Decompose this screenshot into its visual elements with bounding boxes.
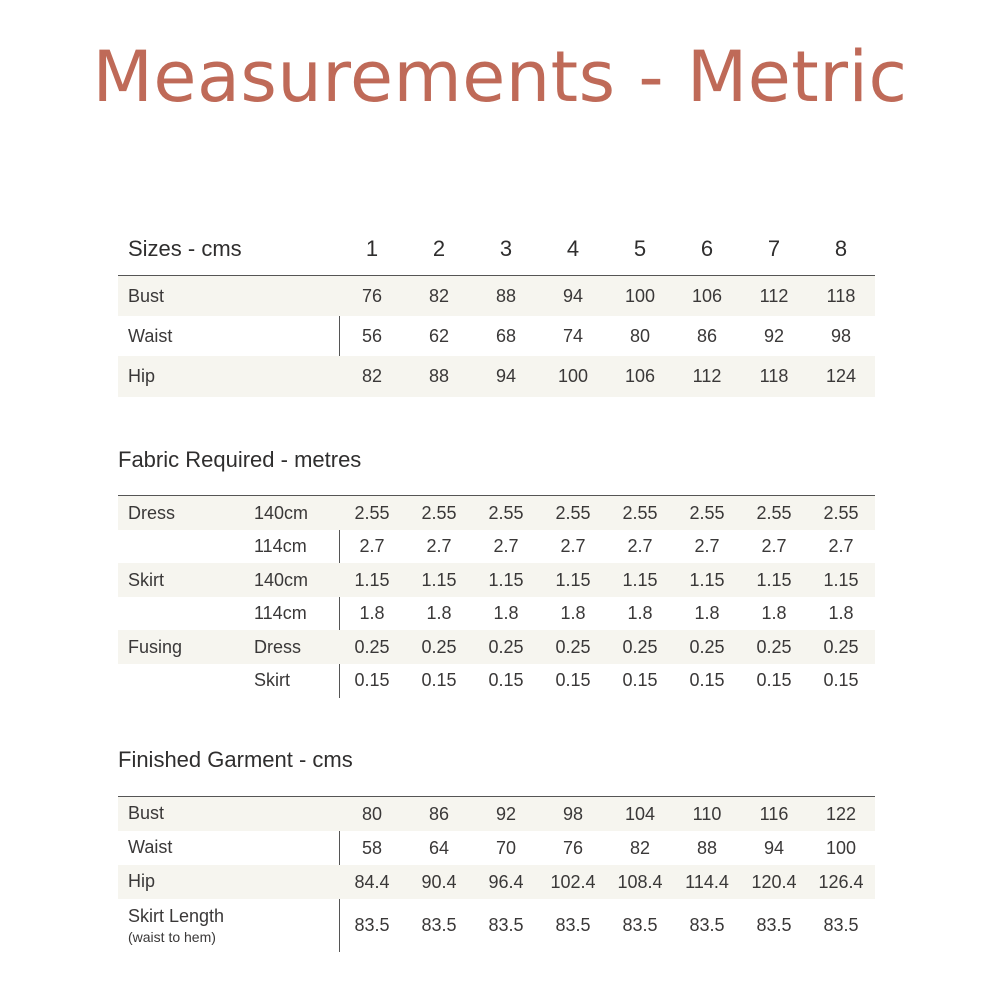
finished-value-size-4: 76 xyxy=(562,837,584,858)
finished-label-text: Skirt Length xyxy=(128,906,225,926)
fabric-row-label xyxy=(128,496,175,530)
fabric-row xyxy=(118,630,875,664)
fabric-row-label xyxy=(128,630,182,664)
fabric-value-size-1: 0.25 xyxy=(354,636,390,657)
sizes-value-size-7: 92 xyxy=(763,325,785,346)
fabric-value-size-1: 2.55 xyxy=(354,502,390,523)
sizes-value-size-2: 82 xyxy=(428,285,450,306)
finished-row xyxy=(118,831,875,865)
finished-value-size-1: 83.5 xyxy=(354,915,390,935)
finished-value-size-1: 58 xyxy=(361,837,383,858)
sizes-label-text: Hip xyxy=(128,366,156,386)
fabric-value-size-8: 2.7 xyxy=(828,536,854,556)
fabric-row xyxy=(118,530,875,563)
fabric-value-size-1: 0.15 xyxy=(354,670,390,690)
finished-value-size-6: 114.4 xyxy=(685,871,729,892)
finished-value-size-5: 104 xyxy=(624,803,656,824)
sizes-header-label: Sizes - cms xyxy=(128,236,242,261)
sizes-table xyxy=(118,228,875,398)
fabric-label-text: Fusing xyxy=(128,636,183,657)
finished-value-size-6: 88 xyxy=(696,837,718,858)
finished-value-size-8: 126.4 xyxy=(818,871,864,892)
finished-value-size-3: 70 xyxy=(495,837,517,858)
sizes-value-size-3: 88 xyxy=(495,285,517,306)
sizes-label-text: Bust xyxy=(128,285,165,306)
fabric-value-size-1: 2.7 xyxy=(359,536,385,556)
finished-row-label xyxy=(128,865,155,899)
fabric-value-size-7: 1.8 xyxy=(761,603,787,623)
fabric-value-size-7: 0.25 xyxy=(756,636,792,657)
fabric-value-size-8: 0.15 xyxy=(823,670,859,690)
finished-row-label xyxy=(128,899,224,952)
fabric-value-size-3: 1.8 xyxy=(493,603,519,623)
finished-value-size-2: 90.4 xyxy=(421,871,457,892)
sizes-value-size-5: 80 xyxy=(629,325,651,346)
sizes-value-size-6: 106 xyxy=(691,285,723,306)
finished-value-size-7: 116 xyxy=(759,803,789,824)
fabric-value-size-7: 2.7 xyxy=(761,536,787,556)
sizes-value-size-6: 86 xyxy=(696,325,718,346)
sizes-value-size-8: 118 xyxy=(826,285,856,306)
finished-value-size-3: 83.5 xyxy=(488,915,524,935)
size-header-7: 7 xyxy=(767,236,781,261)
finished-row-label xyxy=(128,797,164,831)
finished-label-text: Hip xyxy=(128,870,156,891)
finished-value-size-7: 94 xyxy=(763,837,785,858)
finished-value-size-2: 86 xyxy=(428,803,450,824)
fabric-value-size-6: 0.25 xyxy=(689,636,725,657)
fabric-value-size-7: 2.55 xyxy=(756,502,792,523)
fabric-value-size-2: 2.7 xyxy=(426,536,452,556)
fabric-row xyxy=(118,496,875,530)
sizes-value-size-2: 62 xyxy=(428,325,450,346)
page-title: Measurements - Metric xyxy=(92,36,908,118)
fabric-value-size-5: 0.25 xyxy=(622,636,658,657)
fabric-value-size-6: 2.7 xyxy=(694,536,720,556)
fabric-value-size-6: 1.8 xyxy=(694,603,720,623)
finished-value-size-8: 122 xyxy=(825,803,857,824)
fabric-section-title: Fabric Required - metres xyxy=(118,447,362,472)
finished-value-size-6: 83.5 xyxy=(689,915,725,935)
fabric-value-size-3: 0.25 xyxy=(488,636,524,657)
sizes-value-size-8: 98 xyxy=(830,325,852,346)
sizes-value-size-6: 112 xyxy=(692,366,722,386)
sizes-value-size-7: 118 xyxy=(759,366,789,386)
fabric-value-size-4: 1.8 xyxy=(560,603,586,623)
finished-value-size-4: 102.4 xyxy=(550,871,596,892)
finished-value-size-3: 92 xyxy=(495,803,517,824)
finished-value-size-3: 96.4 xyxy=(488,871,524,892)
sizes-value-size-8: 124 xyxy=(825,366,857,386)
size-header-2: 2 xyxy=(432,236,446,261)
size-header-6: 6 xyxy=(700,236,714,261)
sizes-row-label xyxy=(128,316,172,356)
fabric-label-text: Skirt xyxy=(128,569,164,590)
sizes-row xyxy=(118,316,875,356)
fabric-value-size-4: 2.7 xyxy=(560,536,586,556)
finished-value-size-8: 100 xyxy=(825,837,857,858)
fabric-value-size-4: 0.15 xyxy=(555,670,591,690)
fabric-value-size-5: 1.8 xyxy=(627,603,653,623)
finished-row-label xyxy=(128,831,172,865)
finished-value-size-6: 110 xyxy=(692,803,722,824)
fabric-value-size-2: 2.55 xyxy=(421,502,457,523)
finished-value-size-7: 120.4 xyxy=(751,871,797,892)
finished-value-size-8: 83.5 xyxy=(823,915,859,935)
sizes-value-size-4: 100 xyxy=(557,366,589,386)
sizes-label-text: Waist xyxy=(128,325,173,346)
sizes-value-size-5: 100 xyxy=(624,285,656,306)
fabric-row-sublabel: 114cm xyxy=(254,603,307,623)
fabric-value-size-2: 1.8 xyxy=(426,603,452,623)
finished-value-size-4: 98 xyxy=(562,803,584,824)
fabric-value-size-2: 1.15 xyxy=(421,569,457,590)
fabric-row xyxy=(118,563,875,597)
fabric-row xyxy=(118,664,875,697)
fabric-table xyxy=(118,495,875,699)
sizes-value-size-4: 74 xyxy=(562,325,584,346)
finished-label-note: (waist to hem) xyxy=(128,929,216,945)
fabric-row-label xyxy=(128,563,164,597)
finished-row xyxy=(118,797,875,831)
fabric-value-size-5: 1.15 xyxy=(622,569,658,590)
fabric-row-sublabel: Skirt xyxy=(254,670,290,690)
fabric-value-size-4: 1.15 xyxy=(555,569,591,590)
sizes-row xyxy=(118,356,875,397)
finished-label-text: Waist xyxy=(128,836,173,857)
fabric-row-sublabel: 140cm xyxy=(254,569,309,590)
fabric-value-size-7: 1.15 xyxy=(756,569,792,590)
finished-label-text: Bust xyxy=(128,802,165,823)
sizes-value-size-1: 82 xyxy=(361,366,383,386)
finished-table xyxy=(118,796,875,952)
fabric-row-sublabel: Dress xyxy=(254,636,302,657)
fabric-value-size-8: 2.55 xyxy=(823,502,859,523)
size-header-1: 1 xyxy=(365,236,379,261)
fabric-row-sublabel: 114cm xyxy=(254,536,307,556)
size-header-5: 5 xyxy=(633,236,647,261)
finished-value-size-5: 82 xyxy=(629,837,651,858)
fabric-value-size-5: 0.15 xyxy=(622,670,658,690)
finished-value-size-4: 83.5 xyxy=(555,915,591,935)
finished-row xyxy=(118,899,875,952)
sizes-value-size-1: 76 xyxy=(361,285,383,306)
sizes-row-label xyxy=(128,276,164,316)
fabric-value-size-3: 2.55 xyxy=(488,502,524,523)
size-header-8: 8 xyxy=(834,236,848,261)
size-header-3: 3 xyxy=(499,236,513,261)
fabric-value-size-4: 0.25 xyxy=(555,636,591,657)
sizes-value-size-3: 94 xyxy=(495,366,517,386)
sizes-row xyxy=(118,276,875,316)
fabric-label-text: Dress xyxy=(128,502,176,523)
finished-value-size-5: 108.4 xyxy=(617,871,663,892)
fabric-value-size-8: 1.8 xyxy=(828,603,854,623)
fabric-value-size-1: 1.8 xyxy=(359,603,385,623)
sizes-value-size-2: 88 xyxy=(428,366,450,386)
finished-section-title: Finished Garment - cms xyxy=(118,747,353,772)
finished-value-size-7: 83.5 xyxy=(756,915,792,935)
fabric-value-size-6: 0.15 xyxy=(689,670,725,690)
sizes-value-size-3: 68 xyxy=(495,325,517,346)
sizes-value-size-4: 94 xyxy=(562,285,584,306)
fabric-value-size-8: 1.15 xyxy=(823,569,859,590)
fabric-value-size-2: 0.25 xyxy=(421,636,457,657)
fabric-row xyxy=(118,597,875,630)
size-header-4: 4 xyxy=(566,236,580,261)
sizes-value-size-1: 56 xyxy=(361,325,383,346)
finished-value-size-2: 64 xyxy=(428,837,450,858)
fabric-value-size-3: 1.15 xyxy=(488,569,524,590)
fabric-row-sublabel: 140cm xyxy=(254,502,309,523)
finished-value-size-5: 83.5 xyxy=(622,915,658,935)
fabric-value-size-4: 2.55 xyxy=(555,502,591,523)
fabric-value-size-3: 2.7 xyxy=(493,536,519,556)
finished-value-size-1: 84.4 xyxy=(354,871,390,892)
fabric-value-size-5: 2.55 xyxy=(622,502,658,523)
fabric-value-size-8: 0.25 xyxy=(823,636,859,657)
finished-value-size-2: 83.5 xyxy=(421,915,457,935)
fabric-value-size-7: 0.15 xyxy=(756,670,792,690)
sizes-row-label xyxy=(128,356,155,397)
fabric-value-size-5: 2.7 xyxy=(627,536,653,556)
fabric-value-size-3: 0.15 xyxy=(488,670,524,690)
finished-row xyxy=(118,865,875,899)
sizes-value-size-5: 106 xyxy=(624,366,656,386)
sizes-value-size-7: 112 xyxy=(759,285,789,306)
fabric-value-size-6: 1.15 xyxy=(689,569,725,590)
finished-value-size-1: 80 xyxy=(361,803,383,824)
fabric-value-size-2: 0.15 xyxy=(421,670,457,690)
fabric-value-size-1: 1.15 xyxy=(354,569,390,590)
fabric-value-size-6: 2.55 xyxy=(689,502,725,523)
